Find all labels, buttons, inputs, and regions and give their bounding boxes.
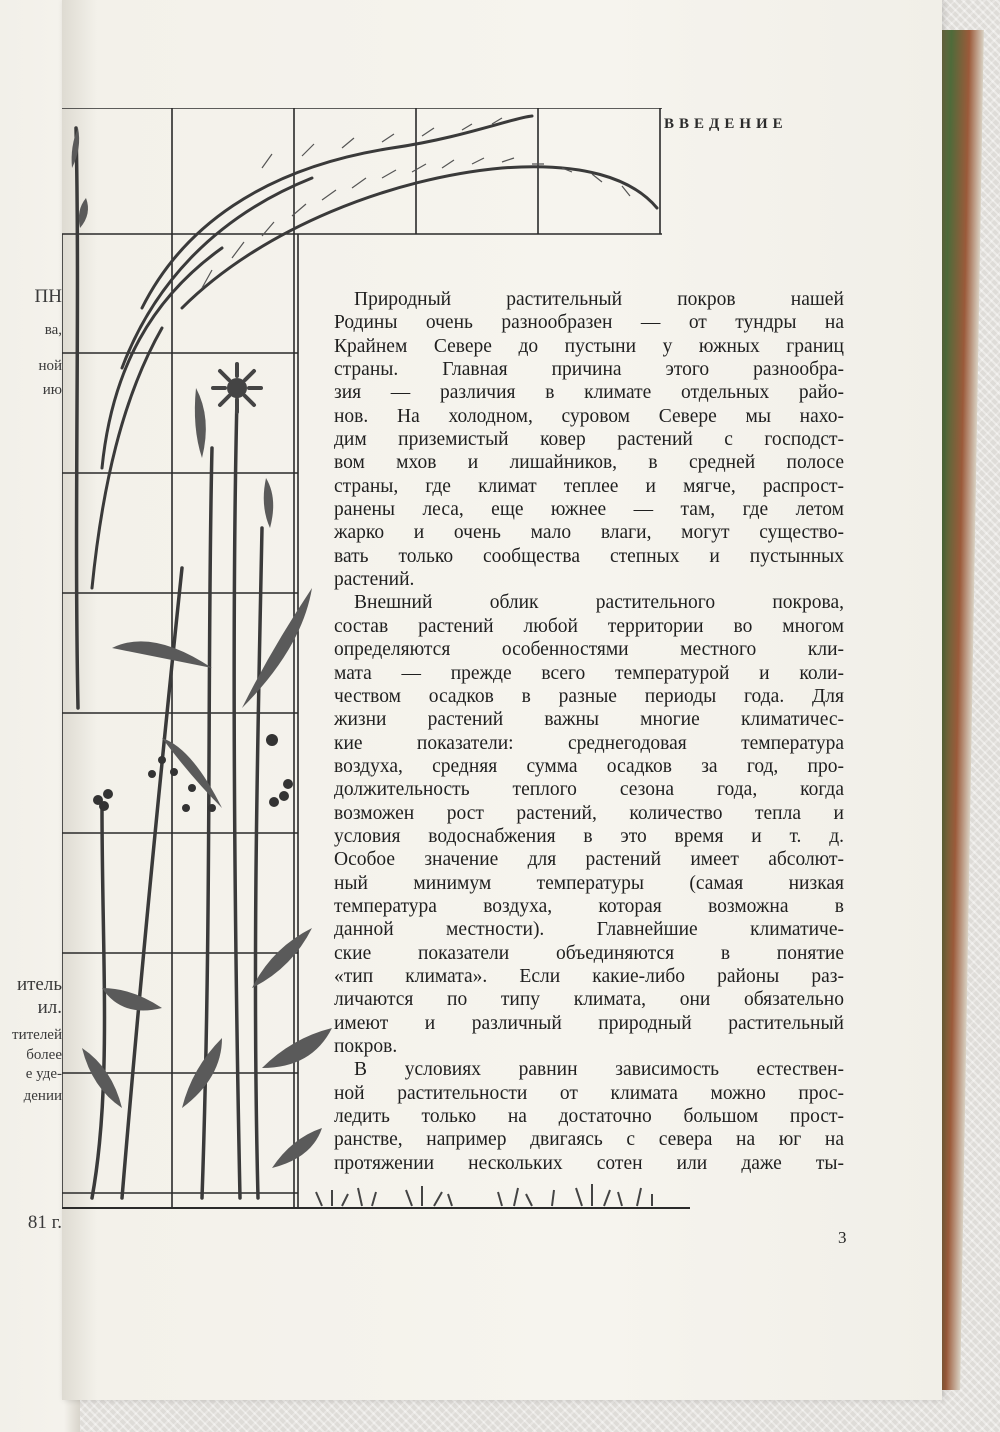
text-line: ские показатели объединяются в понятие [334, 942, 844, 964]
text-line: зия — различия в климате отдельных райо- [334, 382, 844, 404]
text-line: температура воздуха, которая возможна в [334, 895, 844, 917]
text-line: должительность теплого сезона года, когда [334, 779, 844, 801]
left-text-fragment: е уде- [25, 1066, 62, 1082]
left-text-fragment: ной [38, 358, 62, 374]
text-line: кие показатели: среднегодовая температура [334, 732, 844, 754]
paragraph-2 [334, 591, 844, 1058]
text-line: нов. На холодном, суровом Севере мы нахо- [334, 405, 844, 427]
text-line: состав растений любой территории во многом [334, 615, 844, 637]
text-line: мата — прежде всего температурой и коли- [334, 662, 844, 684]
section-header: ВВЕДЕНИЕ [664, 116, 788, 132]
text-line: страны. Главная причина этого разнообра- [334, 359, 844, 381]
left-text-fragment: дении [23, 1088, 62, 1104]
page-number: 3 [838, 1228, 847, 1247]
left-text-fragment: ва, [44, 322, 62, 338]
text-line: покров. [334, 1036, 398, 1057]
text-line: условия водоснабжения в это время и т. д. [334, 825, 844, 847]
left-text-fragment: ПН [34, 286, 62, 307]
text-line: вать только сообщества степных и пустынных [334, 545, 844, 567]
text-line: определяются особенностями местного кли- [334, 639, 844, 661]
paragraph-3 [334, 1058, 844, 1175]
text-line: «тип климата». Если какие-либо районы раз- [334, 965, 844, 987]
main-text [334, 288, 844, 1175]
text-line: ледить только на достаточно большом прост- [334, 1106, 844, 1128]
text-line: растений. [334, 569, 415, 591]
text-line: вом мхов и лишайников, в средней полосе [334, 452, 844, 474]
text-line: ный минимум температуры (самая низкая [334, 872, 844, 894]
text-line: личаются по типу климата, они обязательно [334, 989, 844, 1011]
text-line: Родины очень разнообразен — от тундры на [334, 312, 844, 334]
text-line: Внешний облик растительного покрова, [354, 592, 844, 614]
text-line: ной растительности от климата можно прос- [334, 1082, 844, 1104]
left-text-fragment: итель [16, 974, 62, 995]
text-line: Природный растительный покров нашей [354, 289, 844, 310]
left-text-fragment: более [26, 1047, 62, 1063]
text-line: В условиях равнин зависимость естествен- [354, 1059, 844, 1081]
text-line: дим приземистый ковер растений с господст- [334, 429, 844, 451]
text-line: страны, где климат теплее и мягче, распрост- [334, 475, 844, 497]
text-line: воздуха, средняя сумма осадков за год, про- [334, 755, 844, 777]
text-line: ранстве, например двигаясь с севера на юг на [334, 1129, 844, 1151]
text-line: Особое значение для растений имеет абсолют- [334, 849, 844, 871]
text-line: ранены леса, еще южнее — там, где летом [334, 499, 844, 521]
text-line: протяжении нескольких сотен или даже ты- [334, 1152, 844, 1174]
text-line: имеют и различный природный растительный [334, 1012, 844, 1034]
left-text-fragment: тителей [12, 1027, 62, 1043]
paragraph-1 [334, 288, 844, 591]
left-text-fragment: ию [42, 382, 62, 398]
text-line: жизни растений важны многие климатичес- [334, 709, 844, 731]
text-line: чеством осадков в разные периоды года. Для [334, 685, 844, 707]
flower-icon [213, 364, 261, 412]
text-line: возможен рост растений, количество тепла и [334, 802, 844, 824]
text-line: данной местности). Главнейшие климатиче- [334, 919, 844, 941]
left-text-fragment: 81 г. [27, 1212, 62, 1233]
left-text-fragment: ил. [37, 997, 62, 1018]
text-line: жарко и очень мало влаги, могут существо- [334, 522, 844, 544]
text-line: Крайнем Севере до пустыни у южных границ [334, 335, 844, 357]
